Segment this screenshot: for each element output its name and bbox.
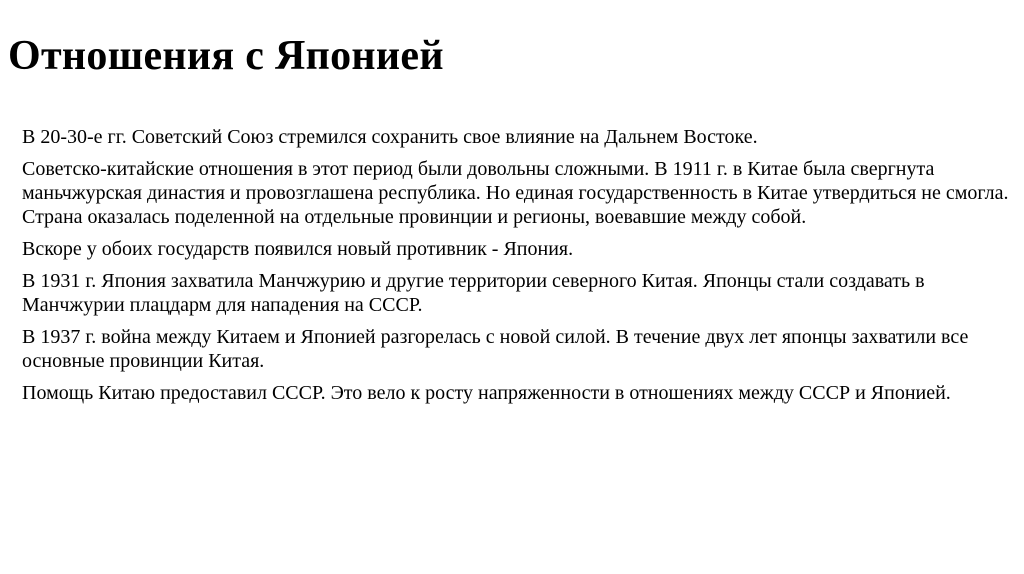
paragraph-5: В 1937 г. война между Китаем и Японией разгорелась с новой силой. В течение двух лет японцы захватили все основные провинции Китая. <box>22 326 969 372</box>
slide-body <box>22 125 1012 413</box>
paragraph-6: Помощь Китаю предоставил СССР. Это вело к росту напряженности в отношениях между СССР и Японией. <box>22 382 951 404</box>
slide-title: Отношения с Японией <box>8 33 444 79</box>
paragraph-3: Вскоре у обоих государств появился новый противник - Япония. <box>22 238 574 260</box>
paragraph-2: Советско-китайские отношения в этот период были довольны сложными. В 1911 г. в Китае была свергнута маньчжурская династия и провозглашена республика. Но единая государственность в Китае утвердиться не смогла. Страна оказалась поделенной на отдельные провинции и регионы, воевавшие между собой. <box>22 158 1009 228</box>
paragraph-1: В 20-30-е гг. Советский Союз стремился сохранить свое влияние на Дальнем Востоке. <box>22 126 758 148</box>
paragraph-4: В 1931 г. Япония захватила Манчжурию и другие территории северного Китая. Японцы стали создавать в Манчжурии плацдарм для нападения на СССР. <box>22 270 925 316</box>
